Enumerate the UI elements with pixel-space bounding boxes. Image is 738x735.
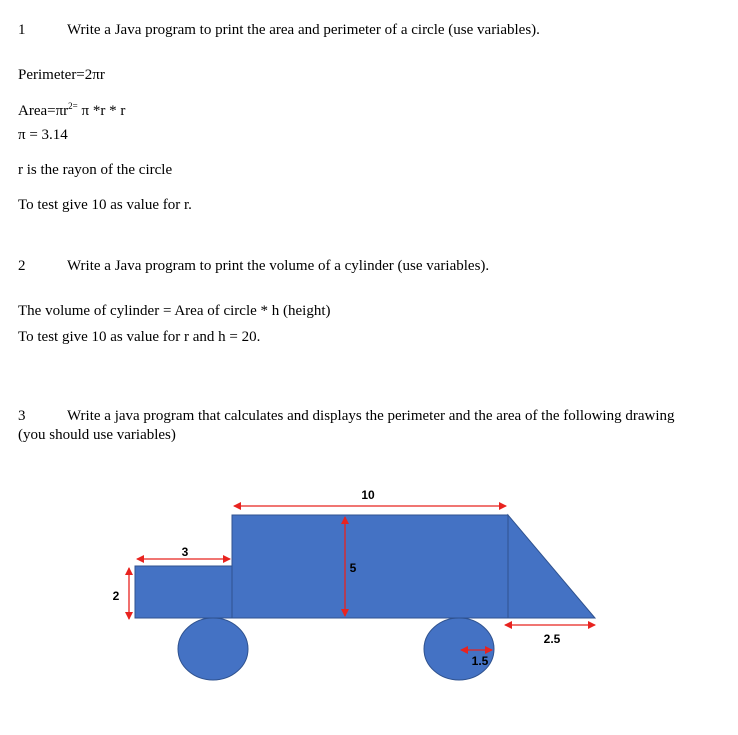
- question-2-test: To test give 10 as value for r and h = 20.: [18, 329, 261, 345]
- question-1-number: 1: [18, 22, 26, 38]
- label-big-height: 5: [349, 561, 357, 575]
- perimeter-formula: Perimeter=2πr: [18, 67, 105, 83]
- question-2-number: 2: [18, 258, 26, 274]
- r-description: r is the rayon of the circle: [18, 162, 173, 178]
- triangle: [508, 515, 595, 618]
- area-formula-exponent: 2=: [68, 101, 78, 111]
- question-2-text: Write a Java program to print the volume of a cylinder (use variables).: [67, 258, 490, 274]
- left-wheel: [178, 618, 248, 680]
- cylinder-formula: The volume of cylinder = Area of circle * h (height): [18, 303, 331, 319]
- label-top-width: 10: [361, 488, 375, 502]
- big-rectangle: [232, 515, 508, 618]
- question-3-text: Write a java program that calculates and displays the perimeter and the area of the following drawing: [67, 408, 675, 424]
- area-formula-suffix: π *r * r: [77, 103, 126, 119]
- area-formula-prefix: Area=πr: [18, 103, 69, 119]
- question-3-number: 3: [18, 408, 26, 424]
- small-rectangle: [135, 566, 232, 618]
- right-wheel: [424, 618, 494, 680]
- pi-value: π = 3.14: [18, 127, 68, 143]
- label-triangle-base: 2.5: [543, 632, 561, 646]
- question-3-text-continued: (you should use variables): [18, 427, 176, 443]
- label-wheel-radius: 1.5: [471, 654, 489, 668]
- label-small-width: 3: [181, 545, 189, 559]
- question-1-test: To test give 10 as value for r.: [18, 197, 192, 213]
- label-small-height: 2: [112, 589, 120, 603]
- question-1-text: Write a Java program to print the area and perimeter of a circle (use variables).: [67, 22, 540, 38]
